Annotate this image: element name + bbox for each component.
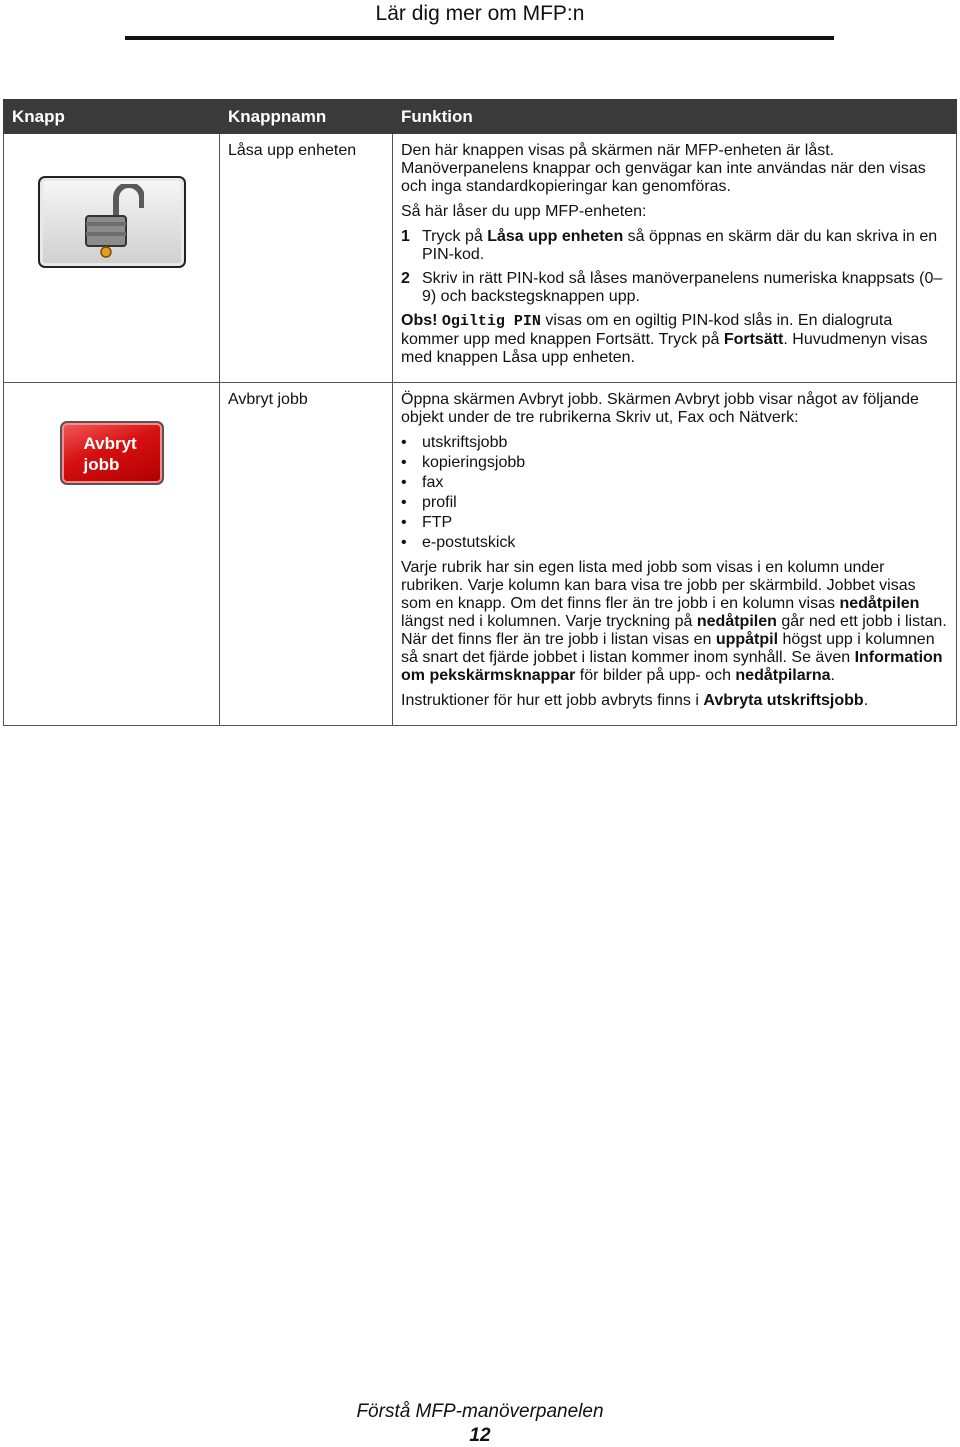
unlock-device-button-image (38, 176, 186, 268)
cancel-instructions-text: Instruktioner för hur ett jobb avbryts finns i Avbryta utskriftsjobb. (401, 692, 869, 709)
list-item: • FTP (401, 514, 453, 531)
column-header-function: Funktion (393, 100, 957, 134)
step-text: Skriv in rätt PIN-kod så låses manöverpanelens numeriska knappsats (0–9) och backstegsknappen upp. (422, 270, 943, 305)
bullet-list (401, 434, 948, 552)
list-item: • utskriftsjobb (401, 434, 508, 451)
cancel-jobs-button-image: Avbryt jobb (60, 421, 164, 485)
unlock-button-image-cell (4, 134, 220, 383)
button-name-cell: Låsa upp enheten (220, 134, 393, 383)
link-touch-screen-buttons: Information om pekskärmsknappar (401, 649, 943, 684)
column-header-button: Knapp (4, 100, 220, 134)
numbered-step (401, 270, 948, 306)
function-cell (393, 134, 957, 383)
header-divider (125, 36, 834, 40)
note-text: Obs! Ogiltig PIN visas om en ogiltig PIN-kod slås in. En dialogruta kommer upp med knappen Fortsätt. Tryck på Fortsätt. Huvudmenyn visas med knappen Låsa upp enheten. (401, 312, 928, 366)
button-name-cell: Avbryt jobb (220, 383, 393, 726)
table-row (4, 134, 957, 383)
list-item: • profil (401, 494, 457, 511)
function-cell (393, 383, 957, 726)
cancel-description-text: Varje rubrik har sin egen lista med jobb som visas i en kolumn under rubriken. Varje kolumn kan bara visa tre jobb per skärmbild. Jobbet visas som en knapp. Om det finns fler än tre jobb i en kolumn visas nedåtpilen längst ned i kolumnen. Varje tryckning på nedåtpilen går ned ett jobb i listan. När det finns fler än tre jobb i listan visas en uppåtpil högst upp i kolumnen så snart det fjärde jobbet i listan kommer inom synhåll. Se även Information om pekskärmsknappar för bilder på upp- och nedåtpilarna. (401, 559, 947, 684)
cancel-button-image-cell (4, 383, 220, 726)
list-item: • kopieringsjobb (401, 454, 526, 471)
button-function-table (3, 99, 957, 726)
list-item: • e-postutskick (401, 534, 516, 551)
cancel-intro-text: Öppna skärmen Avbryt jobb. Skärmen Avbryt jobb visar något av följande objekt under de tre rubrikerna Skriv ut, Fax och Nätverk: (401, 391, 919, 426)
unlock-steps-intro: Så här låser du upp MFP-enheten: (401, 203, 647, 220)
table-header-row (4, 100, 957, 134)
numbered-step (401, 228, 948, 264)
list-item: • fax (401, 474, 444, 491)
unlocked-padlock-icon (80, 184, 144, 260)
step-number: 1 (401, 228, 410, 245)
column-header-button-name: Knappnamn (220, 100, 393, 134)
unlock-intro-text: Den här knappen visas på skärmen när MFP-enheten är låst. Manöverpanelens knappar och genvägar kan inte användas när den visas och inga standardkopieringar kan genomföras. (401, 142, 926, 195)
step-number: 2 (401, 270, 410, 287)
footer-section-title: Förstå MFP-manöverpanelen (356, 1401, 604, 1422)
page-number: 12 (469, 1425, 491, 1446)
step-text: Tryck på Låsa upp enheten så öppnas en skärm där du kan skriva in en PIN-kod. (422, 228, 938, 263)
table-row (4, 383, 957, 726)
page-header-title: Lär dig mer om MFP:n (375, 2, 585, 25)
link-cancel-print-job: Avbryta utskriftsjobb (703, 692, 864, 709)
